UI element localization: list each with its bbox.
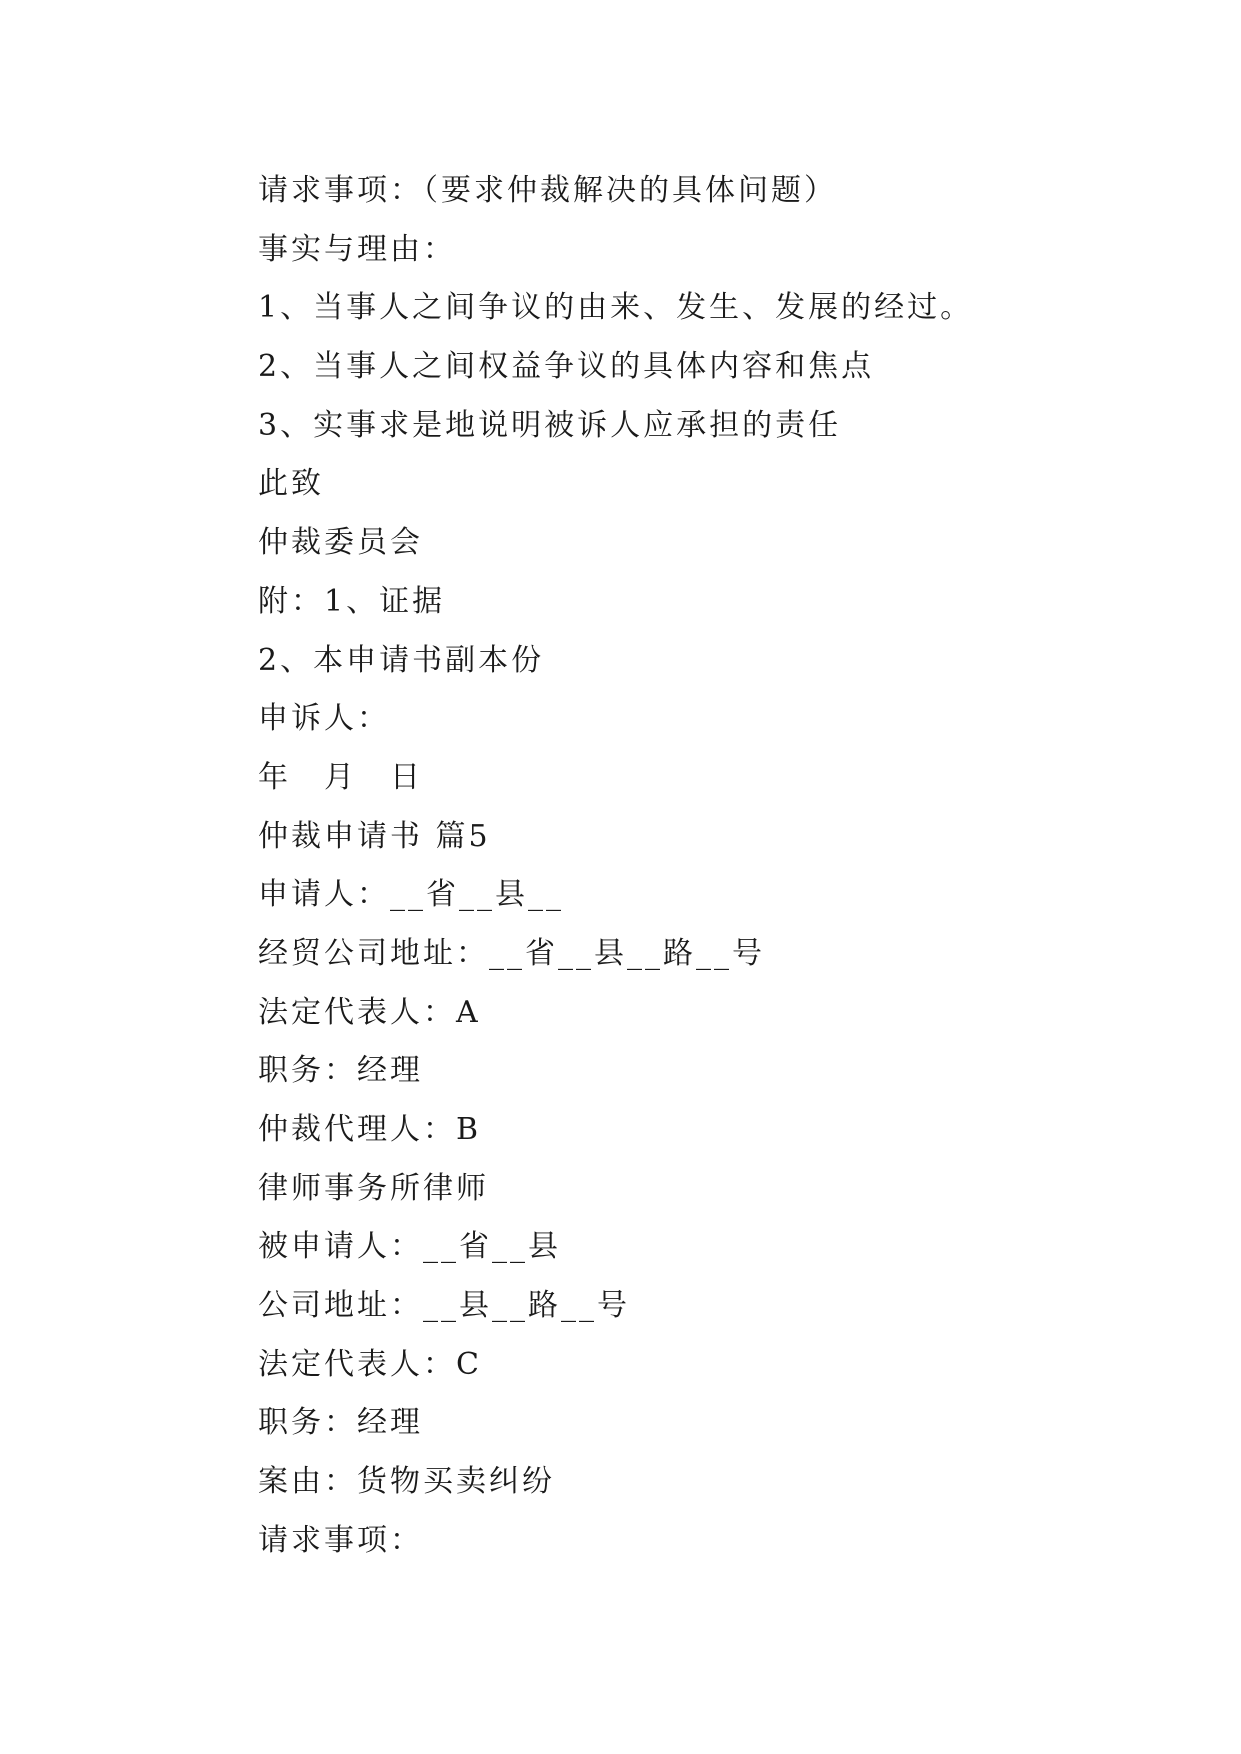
text-line-legal-rep-c: 法定代表人：C bbox=[258, 1346, 482, 1382]
text-line-attachment-1: 附：1、证据 bbox=[258, 583, 446, 619]
text-line-committee: 仲裁委员会 bbox=[258, 525, 423, 561]
text-line-attachment-2: 2、本申请书副本份 bbox=[258, 642, 545, 678]
text-line-date: 年 月 日 bbox=[258, 759, 423, 795]
text-line-applicant: 申请人：__省__县__ bbox=[258, 877, 564, 913]
text-line-position-c: 职务：经理 bbox=[258, 1405, 423, 1441]
document-body bbox=[258, 162, 1158, 1571]
text-line-salutation: 此致 bbox=[258, 466, 324, 502]
text-line-case-cause: 案由：货物买卖纠纷 bbox=[258, 1464, 555, 1500]
text-line-complainant: 申诉人： bbox=[258, 701, 390, 737]
text-line-law-firm: 律师事务所律师 bbox=[258, 1170, 489, 1206]
text-line-respondent: 被申请人：__省__县 bbox=[258, 1229, 561, 1265]
text-line-legal-rep-a: 法定代表人：A bbox=[258, 994, 481, 1030]
text-line-request-items: 请求事项：（要求仲裁解决的具体问题） bbox=[258, 173, 837, 208]
text-line-item-3: 3、实事求是地说明被诉人应承担的责任 bbox=[258, 407, 842, 443]
text-line-respondent-address: 公司地址：__县__路__号 bbox=[258, 1288, 630, 1324]
text-line-item-2: 2、当事人之间权益争议的具体内容和焦点 bbox=[258, 349, 875, 385]
text-line-position-a: 职务：经理 bbox=[258, 1053, 423, 1089]
text-line-item-1: 1、当事人之间争议的由来、发生、发展的经过。 bbox=[258, 290, 974, 326]
text-line-facts-reasons: 事实与理由： bbox=[258, 231, 456, 267]
text-line-section-title: 仲裁申请书 篇5 bbox=[258, 818, 491, 854]
text-line-agent-b: 仲裁代理人：B bbox=[258, 1112, 482, 1147]
text-line-request-items-2: 请求事项： bbox=[258, 1522, 423, 1558]
text-line-applicant-address: 经贸公司地址：__省__县__路__号 bbox=[258, 935, 765, 971]
